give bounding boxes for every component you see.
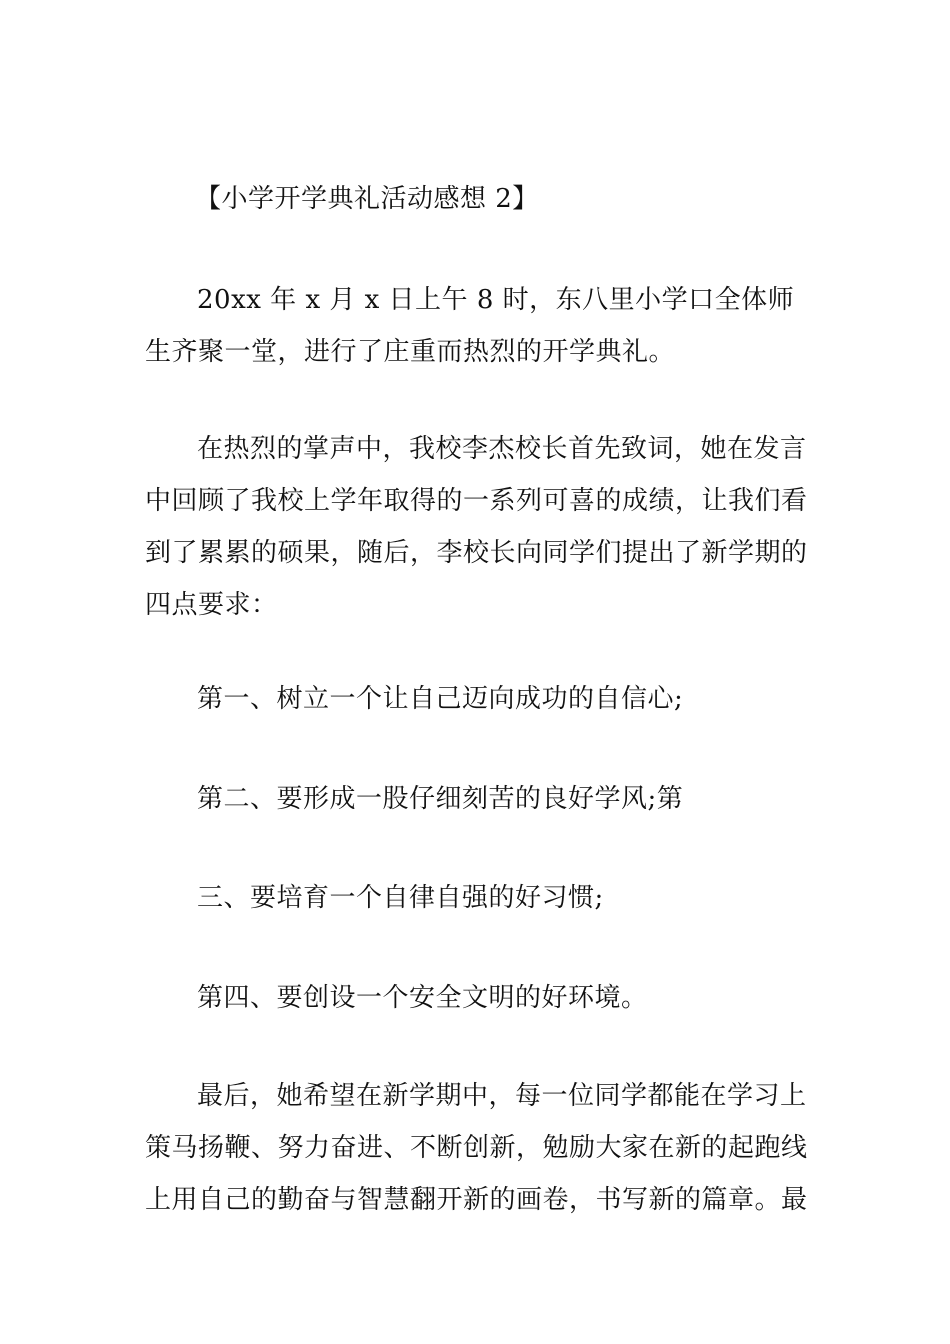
paragraph-principal-speech: 在热烈的掌声中，我校李杰校长首先致词，她在发言中回顾了我校上学年取得的一系列可喜的成绩，让我们看到了累累的硕果，随后，李校长向同学们提出了新学期的四点要求： bbox=[145, 434, 808, 620]
paragraph-opening: 20xx 年 x 月 x 日上午 8 时，东八里小学口全体师生齐聚一堂，进行了庄重而热烈的开学典礼。 bbox=[145, 285, 795, 367]
paragraph-requirement-2: 第二、要形成一股仔细刻苦的良好学风;第 bbox=[197, 784, 684, 814]
paragraph-requirement-3: 三、要培育一个自律自强的好习惯; bbox=[197, 883, 604, 913]
document-heading: 【小学开学典礼活动感想 2】 bbox=[195, 184, 539, 214]
paragraph-closing: 最后，她希望在新学期中，每一位同学都能在学习上策马扬鞭、努力奋进、不断创新，勉励大家在新的起跑线上用自己的勤奋与智慧翻开新的画卷，书写新的篇章。最 bbox=[145, 1081, 808, 1215]
paragraph-requirement-1: 第一、树立一个让自己迈向成功的自信心; bbox=[197, 684, 684, 714]
paragraph-requirement-4: 第四、要创设一个安全文明的好环境。 bbox=[197, 983, 648, 1013]
